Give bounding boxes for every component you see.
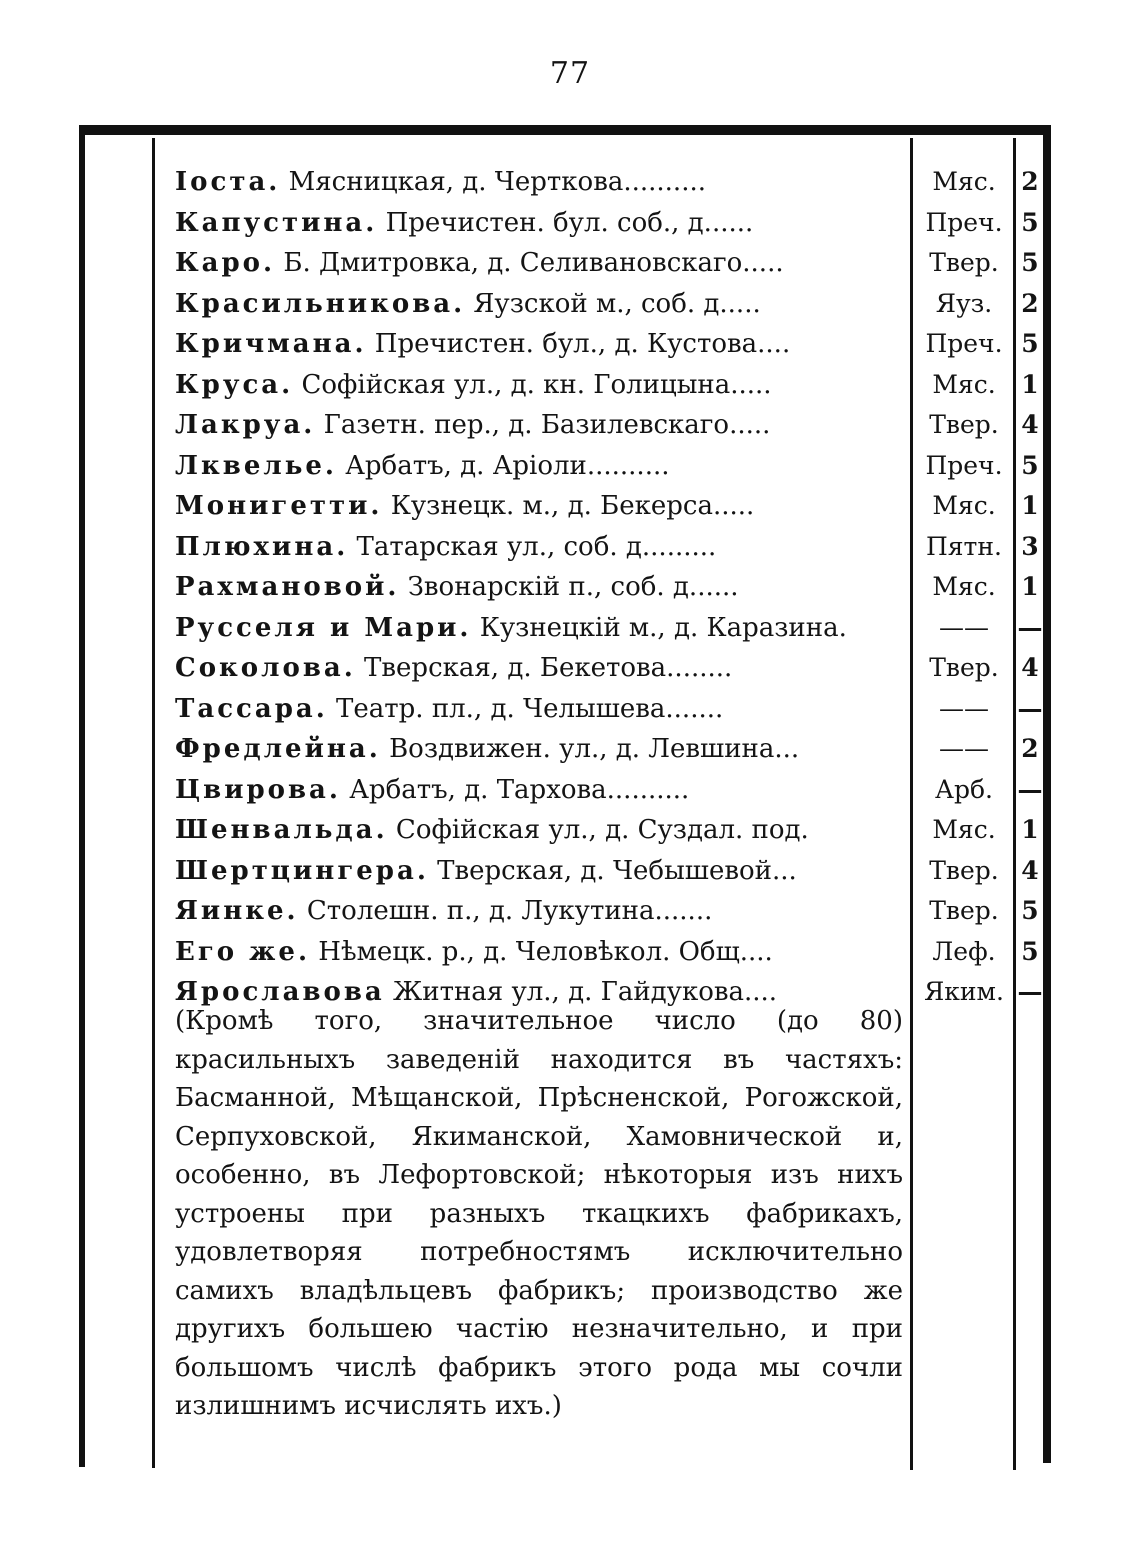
entry-name bbox=[175, 243, 903, 283]
table-row bbox=[0, 284, 1140, 324]
table-row bbox=[0, 527, 1140, 567]
entry-owner: Лакруа. bbox=[175, 410, 316, 440]
entry-number: 1 bbox=[1021, 572, 1039, 601]
entry-address: Театр. пл., д. Челышева....... bbox=[327, 693, 724, 724]
entry-number: 5 bbox=[1021, 450, 1039, 480]
table-row bbox=[0, 324, 1140, 364]
footnote-paragraph: (Кромѣ того, значительное число (до 80) красильныхъ заведеній находится въ частяхъ: Басманной, Мѣщанской, Прѣсненской, Рогожской, Серпуховской, Якиманской, Хамовнической и, особенно, въ Лефортовской; нѣкоторыя изъ нихъ устроены при разныхъ ткацкихъ фабрикахъ, удовлетворяя потребностямъ исключительно самихъ владѣльцевъ фабрикъ; производство же другихъ большею частію незначительно, и при большомъ числѣ фабрикъ этого рода мы сочли излишнимъ исчислять ихъ.) bbox=[175, 1006, 903, 1421]
entry-number: 1 bbox=[1021, 369, 1039, 399]
entry-name bbox=[175, 810, 903, 850]
entry-part: Мяс. bbox=[932, 815, 996, 844]
entry-number: 3 bbox=[1021, 531, 1039, 561]
entry-owner: Плюхина. bbox=[175, 531, 349, 562]
table-row bbox=[0, 243, 1140, 283]
entry-part: —— bbox=[939, 734, 989, 763]
entry-part: Леф. bbox=[932, 936, 996, 966]
entry-number: 5 bbox=[1021, 248, 1039, 277]
entry-owner: Шертцингера. bbox=[175, 855, 429, 886]
entry-number: — bbox=[1017, 612, 1043, 642]
entry-number: 5 bbox=[1021, 329, 1039, 358]
entry-number: 5 bbox=[1021, 936, 1039, 966]
entry-number: 4 bbox=[1021, 653, 1039, 682]
entry-name bbox=[175, 324, 903, 364]
entry-address: Софійская ул., д. Суздал. под. bbox=[387, 815, 809, 845]
entry-address: Газетн. пер., д. Базилевскаго..... bbox=[315, 410, 771, 440]
entry-part: Твер. bbox=[929, 248, 999, 277]
entry-owner: Лквелье. bbox=[175, 450, 337, 481]
entry-part: Преч. bbox=[925, 329, 1003, 358]
entry-number: 1 bbox=[1021, 815, 1039, 844]
entry-owner: Тассара. bbox=[175, 693, 328, 724]
entry-name bbox=[175, 405, 903, 445]
entry-address: Житная ул., д. Гайдукова.... bbox=[384, 977, 778, 1007]
entry-address: Арбатъ, д. Аріоли.......... bbox=[336, 450, 670, 481]
entry-owner: Шенвальда. bbox=[175, 815, 388, 845]
entry-name bbox=[175, 689, 903, 729]
entry-part: Яуз. bbox=[935, 288, 993, 318]
entry-name bbox=[175, 365, 903, 405]
table-row bbox=[0, 932, 1140, 972]
entry-address: Мясницкая, д. Черткова.......... bbox=[280, 167, 706, 197]
entry-owner: Красильникова. bbox=[175, 288, 466, 319]
entry-address: Кузнецкій м., д. Каразина. bbox=[471, 612, 847, 643]
entry-owner: Монигетти. bbox=[175, 491, 383, 521]
entry-number: — bbox=[1017, 774, 1043, 804]
entry-part: Преч. bbox=[925, 207, 1003, 237]
entry-owner: Русселя и Мари. bbox=[175, 612, 472, 643]
entry-part: Мяс. bbox=[932, 572, 996, 601]
entry-address: Яузской м., соб. д..... bbox=[465, 288, 761, 319]
entry-address: Софійская ул., д. кн. Голицына..... bbox=[293, 369, 772, 400]
entry-part: Мяс. bbox=[932, 369, 996, 399]
table-row bbox=[0, 689, 1140, 729]
entry-owner: Каро. bbox=[175, 248, 276, 278]
page-number: 77 bbox=[549, 56, 591, 91]
table-row bbox=[0, 446, 1140, 486]
table-row bbox=[0, 365, 1140, 405]
entry-number: 1 bbox=[1021, 491, 1039, 520]
entry-number: 5 bbox=[1021, 896, 1039, 925]
entry-address: Пречистен. бул. соб., д...... bbox=[377, 207, 754, 238]
entry-name bbox=[175, 729, 903, 769]
entry-address: Тверская, д. Чебышевой... bbox=[428, 855, 797, 886]
entry-name bbox=[175, 203, 903, 243]
entry-name bbox=[175, 446, 903, 486]
table-row bbox=[0, 567, 1140, 607]
entry-part: Пятн. bbox=[925, 531, 1002, 561]
entry-owner: Круса. bbox=[175, 369, 294, 400]
entry-owner: Ярославова bbox=[175, 977, 385, 1007]
entry-part: —— bbox=[939, 693, 989, 723]
entry-part: Твер. bbox=[929, 896, 999, 925]
entry-name bbox=[175, 851, 903, 891]
entry-number: 2 bbox=[1021, 734, 1039, 763]
entry-owner: Яинке. bbox=[175, 896, 299, 926]
entry-name bbox=[175, 162, 903, 202]
entry-address: Нѣмецк. р., д. Человѣкол. Общ.... bbox=[310, 936, 773, 967]
table-row bbox=[0, 770, 1140, 810]
entry-address: Воздвижен. ул., д. Левшина... bbox=[380, 734, 800, 764]
entry-owner: Капустина. bbox=[175, 207, 378, 238]
entry-address: Кузнецк. м., д. Бекерса..... bbox=[382, 491, 755, 521]
table-row bbox=[0, 162, 1140, 202]
entry-part: Мяс. bbox=[932, 167, 996, 196]
entry-number: 5 bbox=[1021, 207, 1039, 237]
top-rule bbox=[79, 125, 1051, 135]
table-row bbox=[0, 648, 1140, 688]
entry-part: Твер. bbox=[929, 653, 999, 682]
entry-address: Звонарскій п., соб. д...... bbox=[399, 572, 739, 602]
entry-address: Арбатъ, д. Тархова.......... bbox=[340, 774, 690, 805]
entry-name bbox=[175, 284, 903, 324]
entry-owner: Іоста. bbox=[175, 167, 281, 197]
entry-name bbox=[175, 891, 903, 931]
entry-number: 2 bbox=[1021, 288, 1039, 318]
entry-part: Преч. bbox=[925, 450, 1003, 480]
entry-part: Яким. bbox=[924, 977, 1004, 1006]
table-row bbox=[0, 608, 1140, 648]
entry-owner: Цвирова. bbox=[175, 774, 341, 805]
entry-part: Твер. bbox=[929, 855, 999, 885]
entry-address: Б. Дмитровка, д. Селивановскаго..... bbox=[275, 248, 784, 278]
entry-address: Столешн. п., д. Лукутина....... bbox=[298, 896, 713, 926]
entry-address: Пречистен. бул., д. Кустова.... bbox=[366, 329, 791, 359]
table-row bbox=[0, 851, 1140, 891]
entry-part: Мяс. bbox=[932, 491, 996, 520]
entry-address: Тверская, д. Бекетова........ bbox=[355, 653, 733, 683]
table-row bbox=[0, 405, 1140, 445]
table-row bbox=[0, 203, 1140, 243]
entry-part: Твер. bbox=[929, 410, 999, 439]
entry-number: — bbox=[1017, 977, 1043, 1006]
entry-number: — bbox=[1017, 693, 1043, 723]
entry-name bbox=[175, 770, 903, 810]
entry-number: 4 bbox=[1021, 855, 1039, 885]
table-row bbox=[0, 486, 1140, 526]
entry-name bbox=[175, 932, 903, 972]
entry-name bbox=[175, 527, 903, 567]
entry-owner: Соколова. bbox=[175, 653, 356, 683]
entry-address: Татарская ул., соб. д......... bbox=[348, 531, 717, 562]
entry-name bbox=[175, 608, 903, 648]
entry-part: Арб. bbox=[935, 774, 993, 804]
table-row bbox=[0, 729, 1140, 769]
entry-name bbox=[175, 486, 903, 526]
entry-number: 4 bbox=[1021, 410, 1039, 439]
entry-owner: Его же. bbox=[175, 936, 310, 967]
entry-number: 2 bbox=[1021, 167, 1039, 196]
entry-owner: Кричмана. bbox=[175, 329, 367, 359]
entry-name bbox=[175, 648, 903, 688]
entry-owner: Фредлейна. bbox=[175, 734, 381, 764]
entry-part: —— bbox=[939, 612, 989, 642]
entry-name bbox=[175, 567, 903, 607]
table-row bbox=[0, 810, 1140, 850]
entry-owner: Рахмановой. bbox=[175, 572, 400, 602]
table-row bbox=[0, 891, 1140, 931]
